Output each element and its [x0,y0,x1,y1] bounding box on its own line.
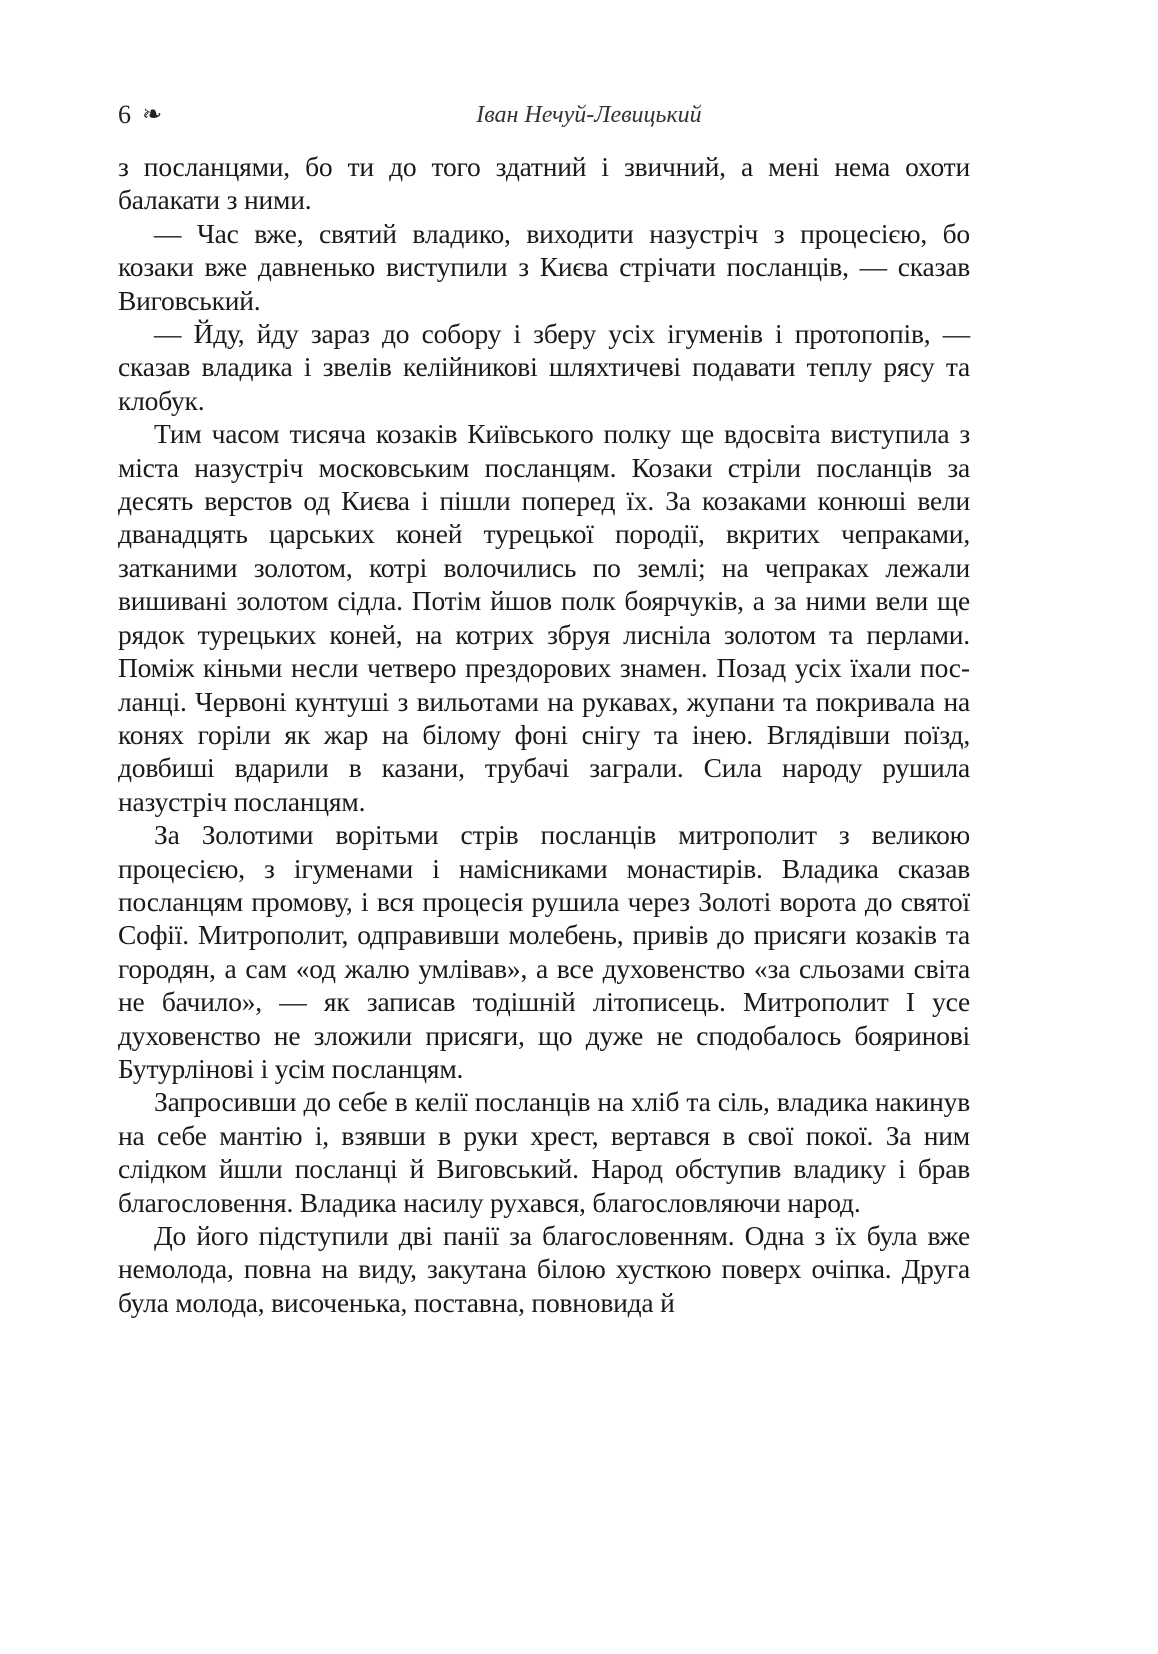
paragraph: — Час вже, святий владико, виходити назустріч з процесією, бо козаки вже давненько виступили з Києва стрічати посланців, — сказав Виговський. [118,217,970,316]
running-title: Іван Нечуй-Левицький [476,102,702,128]
paragraph: Запросивши до себе в келії посланців на хліб та сіль, владика накинув на себе мантію і, взявши в руки хрест, вертався в свої покої. За ним слідком йшли посланці й Виговський. Народ обступив владику і брав благословення. Владика насилу рухався, благословляючи народ. [118,1086,970,1218]
body-text [118,150,970,1319]
book-page [118,96,970,1319]
paragraph: До його підступили дві панії за благословенням. Одна з їх була вже немолода, повна на виду, закутана білою хусткою поверх очіпка. Друга була молода, височенька, поставна, повновида й [118,1220,970,1318]
paragraph: — Йду, йду зараз до собору і зберу усіх ігуменів і протопопів, — сказав владика і звелів келійникові шляхтичеві подавати теплу рясу та клобук. [118,318,970,416]
fleuron-ornament-icon: ❧ [142,100,163,128]
page-number: 6 [118,100,131,129]
page-header [118,96,970,136]
paragraph: За Золотими ворітьми стрів посланців митрополит з великою процесією, з ігуменами і намісниками монастирів. Владика сказав посланцям промову, і вся процесія рушила через Золоті ворота до святої Софії. Митрополит, одправивши молебень, привів до присяги козаків та городян, а сам «од жалю умлівав», а все духовенство «за сльозами світа не бачило», — як записав тодішній літописець. Митрополит І усе духовенство не зложили присяги, що дуже не сподобалось бояринові Бутурлінові і усім посланцям. [118,819,970,1084]
paragraph: з посланцями, бо ти до того здатний і звичний, а мені нема охоти балакати з ними. [118,151,970,216]
paragraph: Тим часом тисяча козаків Київського полку ще вдосвіта виступила з міста назустріч московським посланцям. Козаки стріли посланців за десять верстов од Києва і пішли поперед їх. За козаками конюші вели дванадцять царських коней турецької породії, вкритих чепраками, затканими золотом, котрі волочились по землі; на чепраках лежали вишивані золотом сідла. Потім йшов полк боярчуків, а за ними вели ще рядок турецьких коней, на котрих збруя лисніла золотом та перлами. Поміж кіньми несли четверо прездорових знамен. Позад усіх їхали посланці. Червоні кунтуші з вильотами на рукавах, жупани та покривала на конях горіли як жар на білому фоні снігу та інею. Вглядівши поїзд, довбиші вдарили в казани, трубачі заграли. Сила народу рушила назустріч посланцям. [118,418,970,817]
